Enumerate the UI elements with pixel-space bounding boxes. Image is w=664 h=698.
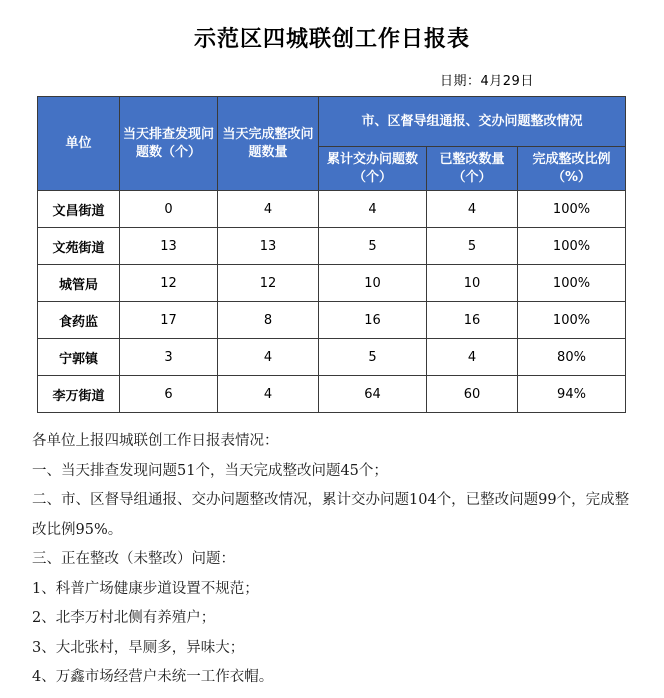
issue-item: 3、大北张村，旱厕多，异味大； — [32, 639, 245, 656]
cell-fixed: 12 — [218, 265, 319, 302]
table-row — [38, 265, 626, 302]
header-group: 市、区督导组通报、交办问题整改情况 — [319, 97, 626, 147]
cell-done: 10 — [427, 265, 518, 302]
header-done: 已整改数量（个） — [427, 147, 518, 191]
cell-found: 3 — [120, 339, 218, 376]
notes-item-2: 二、市、区督导组通报、交办问题整改情况，累计交办问题104个，已整改问题99个，完成整改比例95%。 — [32, 492, 630, 538]
cell-ratio: 80% — [518, 339, 626, 376]
issue-item: 1、科普广场健康步道设置不规范； — [32, 580, 259, 597]
cell-unit: 李万街道 — [38, 376, 120, 413]
cell-done: 60 — [427, 376, 518, 413]
cell-unit: 食药监 — [38, 302, 120, 339]
notes-item-3: 三、正在整改（未整改）问题： — [32, 551, 235, 567]
cell-fixed: 4 — [218, 376, 319, 413]
table-row — [38, 339, 626, 376]
cell-ratio: 100% — [518, 265, 626, 302]
cell-found: 0 — [120, 191, 218, 228]
cell-unit: 文昌街道 — [38, 191, 120, 228]
cell-fixed: 4 — [218, 191, 319, 228]
cell-done: 4 — [427, 339, 518, 376]
report-title: 示范区四城联创工作日报表 — [193, 27, 470, 52]
notes-item-1: 一、当天排查发现问题51个，当天完成整改问题45个； — [32, 462, 388, 479]
cell-found: 17 — [120, 302, 218, 339]
cell-ratio: 94% — [518, 376, 626, 413]
cell-done: 5 — [427, 228, 518, 265]
table-row — [38, 302, 626, 339]
cell-found: 6 — [120, 376, 218, 413]
cell-assigned: 5 — [319, 228, 427, 265]
notes-intro: 各单位上报四城联创工作日报表情况： — [32, 433, 279, 449]
cell-unit: 宁郭镇 — [38, 339, 120, 376]
report-table — [37, 96, 626, 413]
header-ratio: 完成整改比例（%） — [518, 147, 626, 191]
cell-assigned: 5 — [319, 339, 427, 376]
cell-fixed: 8 — [218, 302, 319, 339]
cell-found: 13 — [120, 228, 218, 265]
report-notes — [32, 427, 642, 693]
header-fixed: 当天完成整改问题数量 — [218, 97, 319, 191]
cell-unit: 城管局 — [38, 265, 120, 302]
report-date: 日期：4月29日 — [440, 74, 534, 89]
cell-unit: 文苑街道 — [38, 228, 120, 265]
cell-done: 4 — [427, 191, 518, 228]
cell-assigned: 4 — [319, 191, 427, 228]
cell-assigned: 10 — [319, 265, 427, 302]
cell-found: 12 — [120, 265, 218, 302]
cell-fixed: 13 — [218, 228, 319, 265]
cell-ratio: 100% — [518, 228, 626, 265]
cell-fixed: 4 — [218, 339, 319, 376]
cell-ratio: 100% — [518, 302, 626, 339]
cell-assigned: 64 — [319, 376, 427, 413]
header-found: 当天排查发现问题数（个） — [120, 97, 218, 191]
table-row — [38, 376, 626, 413]
table-row — [38, 191, 626, 228]
cell-assigned: 16 — [319, 302, 427, 339]
table-row — [38, 228, 626, 265]
cell-done: 16 — [427, 302, 518, 339]
issue-item: 2、北李万村北侧有养殖户； — [32, 610, 216, 626]
header-assigned: 累计交办问题数（个） — [319, 147, 427, 191]
header-row-1 — [38, 97, 626, 147]
header-unit: 单位 — [38, 97, 120, 191]
issue-item: 4、万鑫市场经营户未统一工作衣帽。 — [32, 669, 274, 685]
cell-ratio: 100% — [518, 191, 626, 228]
